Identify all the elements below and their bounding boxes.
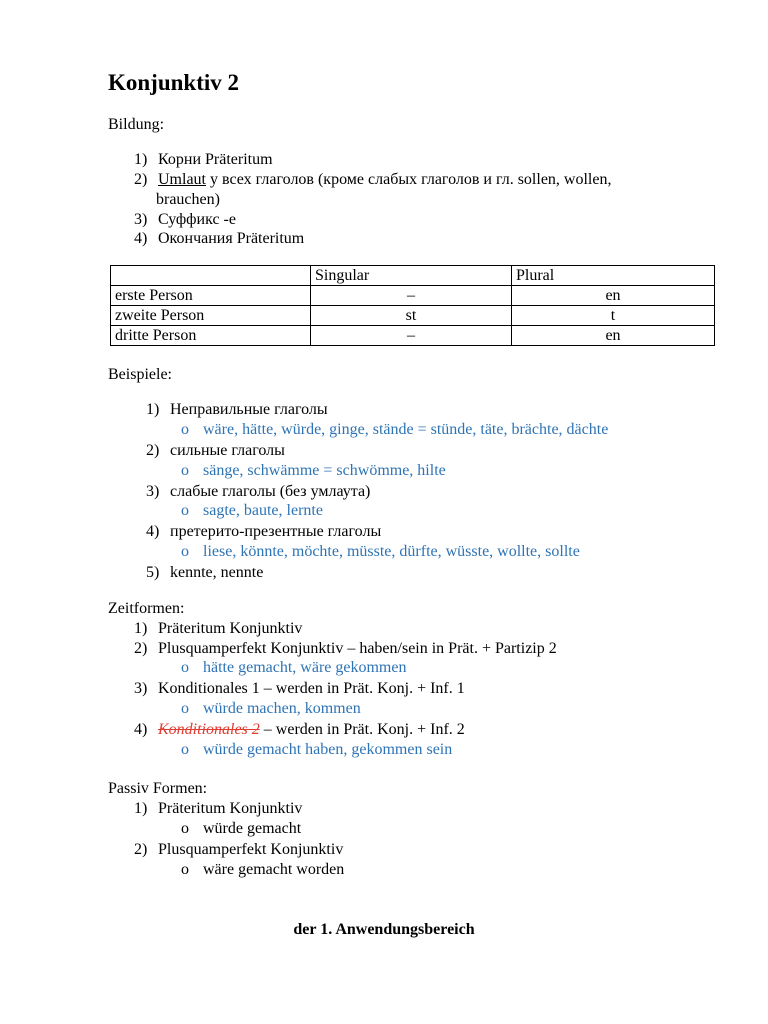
example-text: wäre, hätte, würde, ginge, stände = stünde, täte, brächte, dächte (203, 421, 609, 438)
example-text: würde gemacht haben, gekommen sein (203, 741, 453, 758)
struck-term: Konditionales 2 (158, 721, 260, 738)
beispiele-example-3 (181, 501, 323, 521)
item-number: 1) (146, 401, 160, 418)
zeitformen-example-2 (181, 658, 406, 678)
beispiele-item-2 (146, 441, 285, 461)
passiv-item-2 (134, 840, 343, 860)
beispiele-example-1 (181, 420, 608, 440)
beispiele-item-4 (146, 522, 381, 542)
item-number: 3) (134, 680, 148, 697)
table-cell: dritte Person (111, 326, 311, 346)
item-text: kennte, nennte (170, 564, 264, 581)
bildung-item-2 (134, 170, 611, 190)
table-cell: – (311, 286, 512, 306)
item-text: слабые глаголы (без умлаута) (170, 483, 371, 500)
beispiele-example-4 (181, 542, 580, 562)
example-text: wäre gemacht worden (203, 861, 345, 878)
table-cell (111, 266, 311, 286)
bildung-item-1 (134, 150, 273, 170)
endings-table (110, 265, 715, 346)
example-text: würde machen, kommen (203, 700, 361, 717)
bildung-item-3 (134, 210, 236, 230)
beispiele-example-2 (181, 461, 446, 481)
item-number: 2) (134, 640, 148, 657)
table-cell: st (311, 306, 512, 326)
item-number: 2) (134, 171, 148, 188)
zeitformen-item-4 (134, 720, 465, 740)
item-text: Неправильные глаголы (170, 401, 328, 418)
bullet: o (181, 659, 189, 676)
item-text: Konditionales 1 – werden in Prät. Konj. + Inf. 1 (158, 680, 465, 697)
table-cell: zweite Person (111, 306, 311, 326)
example-text: liese, könnte, möchte, müsste, dürfte, wüsste, wollte, sollte (203, 543, 580, 560)
table-cell: en (512, 326, 715, 346)
passiv-heading: Passiv Formen: (108, 780, 208, 797)
bullet: o (181, 741, 189, 758)
bildung-heading: Bildung: (108, 116, 165, 133)
passiv-item-1 (134, 799, 302, 819)
passiv-example-2 (181, 860, 344, 880)
section-heading: der 1. Anwendungsbereich (293, 921, 475, 938)
beispiele-item-3 (146, 482, 370, 502)
item-number: 3) (146, 483, 160, 500)
item-text: Корни Präteritum (158, 151, 273, 168)
table-row (111, 326, 715, 346)
item-number: 1) (134, 620, 148, 637)
item-number: 1) (134, 151, 148, 168)
table-header-cell: Plural (512, 266, 715, 286)
item-text: сильные глаголы (170, 442, 285, 459)
beispiele-heading: Beispiele: (108, 366, 172, 383)
zeitformen-example-3 (181, 699, 361, 719)
item-number: 4) (146, 523, 160, 540)
bildung-item-4 (134, 229, 304, 249)
item-text: Суффикс -e (158, 211, 236, 228)
example-text: hätte gemacht, wäre gekommen (203, 659, 407, 676)
table-cell: erste Person (111, 286, 311, 306)
beispiele-item-1 (146, 400, 328, 420)
item-number: 3) (134, 211, 148, 228)
bullet: o (181, 543, 189, 560)
example-text: sänge, schwämme = schwömme, hilte (203, 462, 446, 479)
zeitformen-example-4 (181, 740, 452, 760)
item-text: – werden in Prät. Konj. + Inf. 2 (259, 721, 465, 738)
underlined-term: Umlaut (158, 171, 206, 188)
item-number: 2) (134, 841, 148, 858)
bullet: o (181, 700, 189, 717)
table-header-cell: Singular (311, 266, 512, 286)
bildung-item-2-continuation: brauchen) (156, 191, 220, 208)
bullet: o (181, 421, 189, 438)
item-text: претерито-презентные глаголы (170, 523, 382, 540)
item-number: 4) (134, 721, 148, 738)
bullet: o (181, 820, 189, 837)
table-cell: en (512, 286, 715, 306)
item-number: 1) (134, 800, 148, 817)
table-header-row (111, 266, 715, 286)
table-cell: – (311, 326, 512, 346)
table-row (111, 286, 715, 306)
passiv-example-1 (181, 819, 301, 839)
bullet: o (181, 861, 189, 878)
item-text: у всех глаголов (кроме слабых глаголов и гл. sollen, wollen, (206, 171, 612, 188)
item-number: 4) (134, 230, 148, 247)
item-number: 2) (146, 442, 160, 459)
example-text: sagte, baute, lernte (203, 502, 323, 519)
table-row (111, 306, 715, 326)
item-text: Präteritum Konjunktiv (158, 620, 303, 637)
item-text: Plusquamperfekt Konjunktiv – haben/sein in Prät. + Partizip 2 (158, 640, 557, 657)
zeitformen-item-1 (134, 619, 302, 639)
table-cell: t (512, 306, 715, 326)
item-text: Präteritum Konjunktiv (158, 800, 303, 817)
item-number: 5) (146, 564, 160, 581)
item-text: Окончания Präteritum (158, 230, 305, 247)
item-text: Plusquamperfekt Konjunktiv (158, 841, 344, 858)
zeitformen-item-2 (134, 639, 557, 659)
bullet: o (181, 462, 189, 479)
bullet: o (181, 502, 189, 519)
page-title: Konjunktiv 2 (108, 70, 240, 95)
zeitformen-item-3 (134, 679, 465, 699)
example-text: würde gemacht (203, 820, 302, 837)
zeitformen-heading: Zeitformen: (108, 600, 185, 617)
beispiele-item-5 (146, 563, 263, 583)
